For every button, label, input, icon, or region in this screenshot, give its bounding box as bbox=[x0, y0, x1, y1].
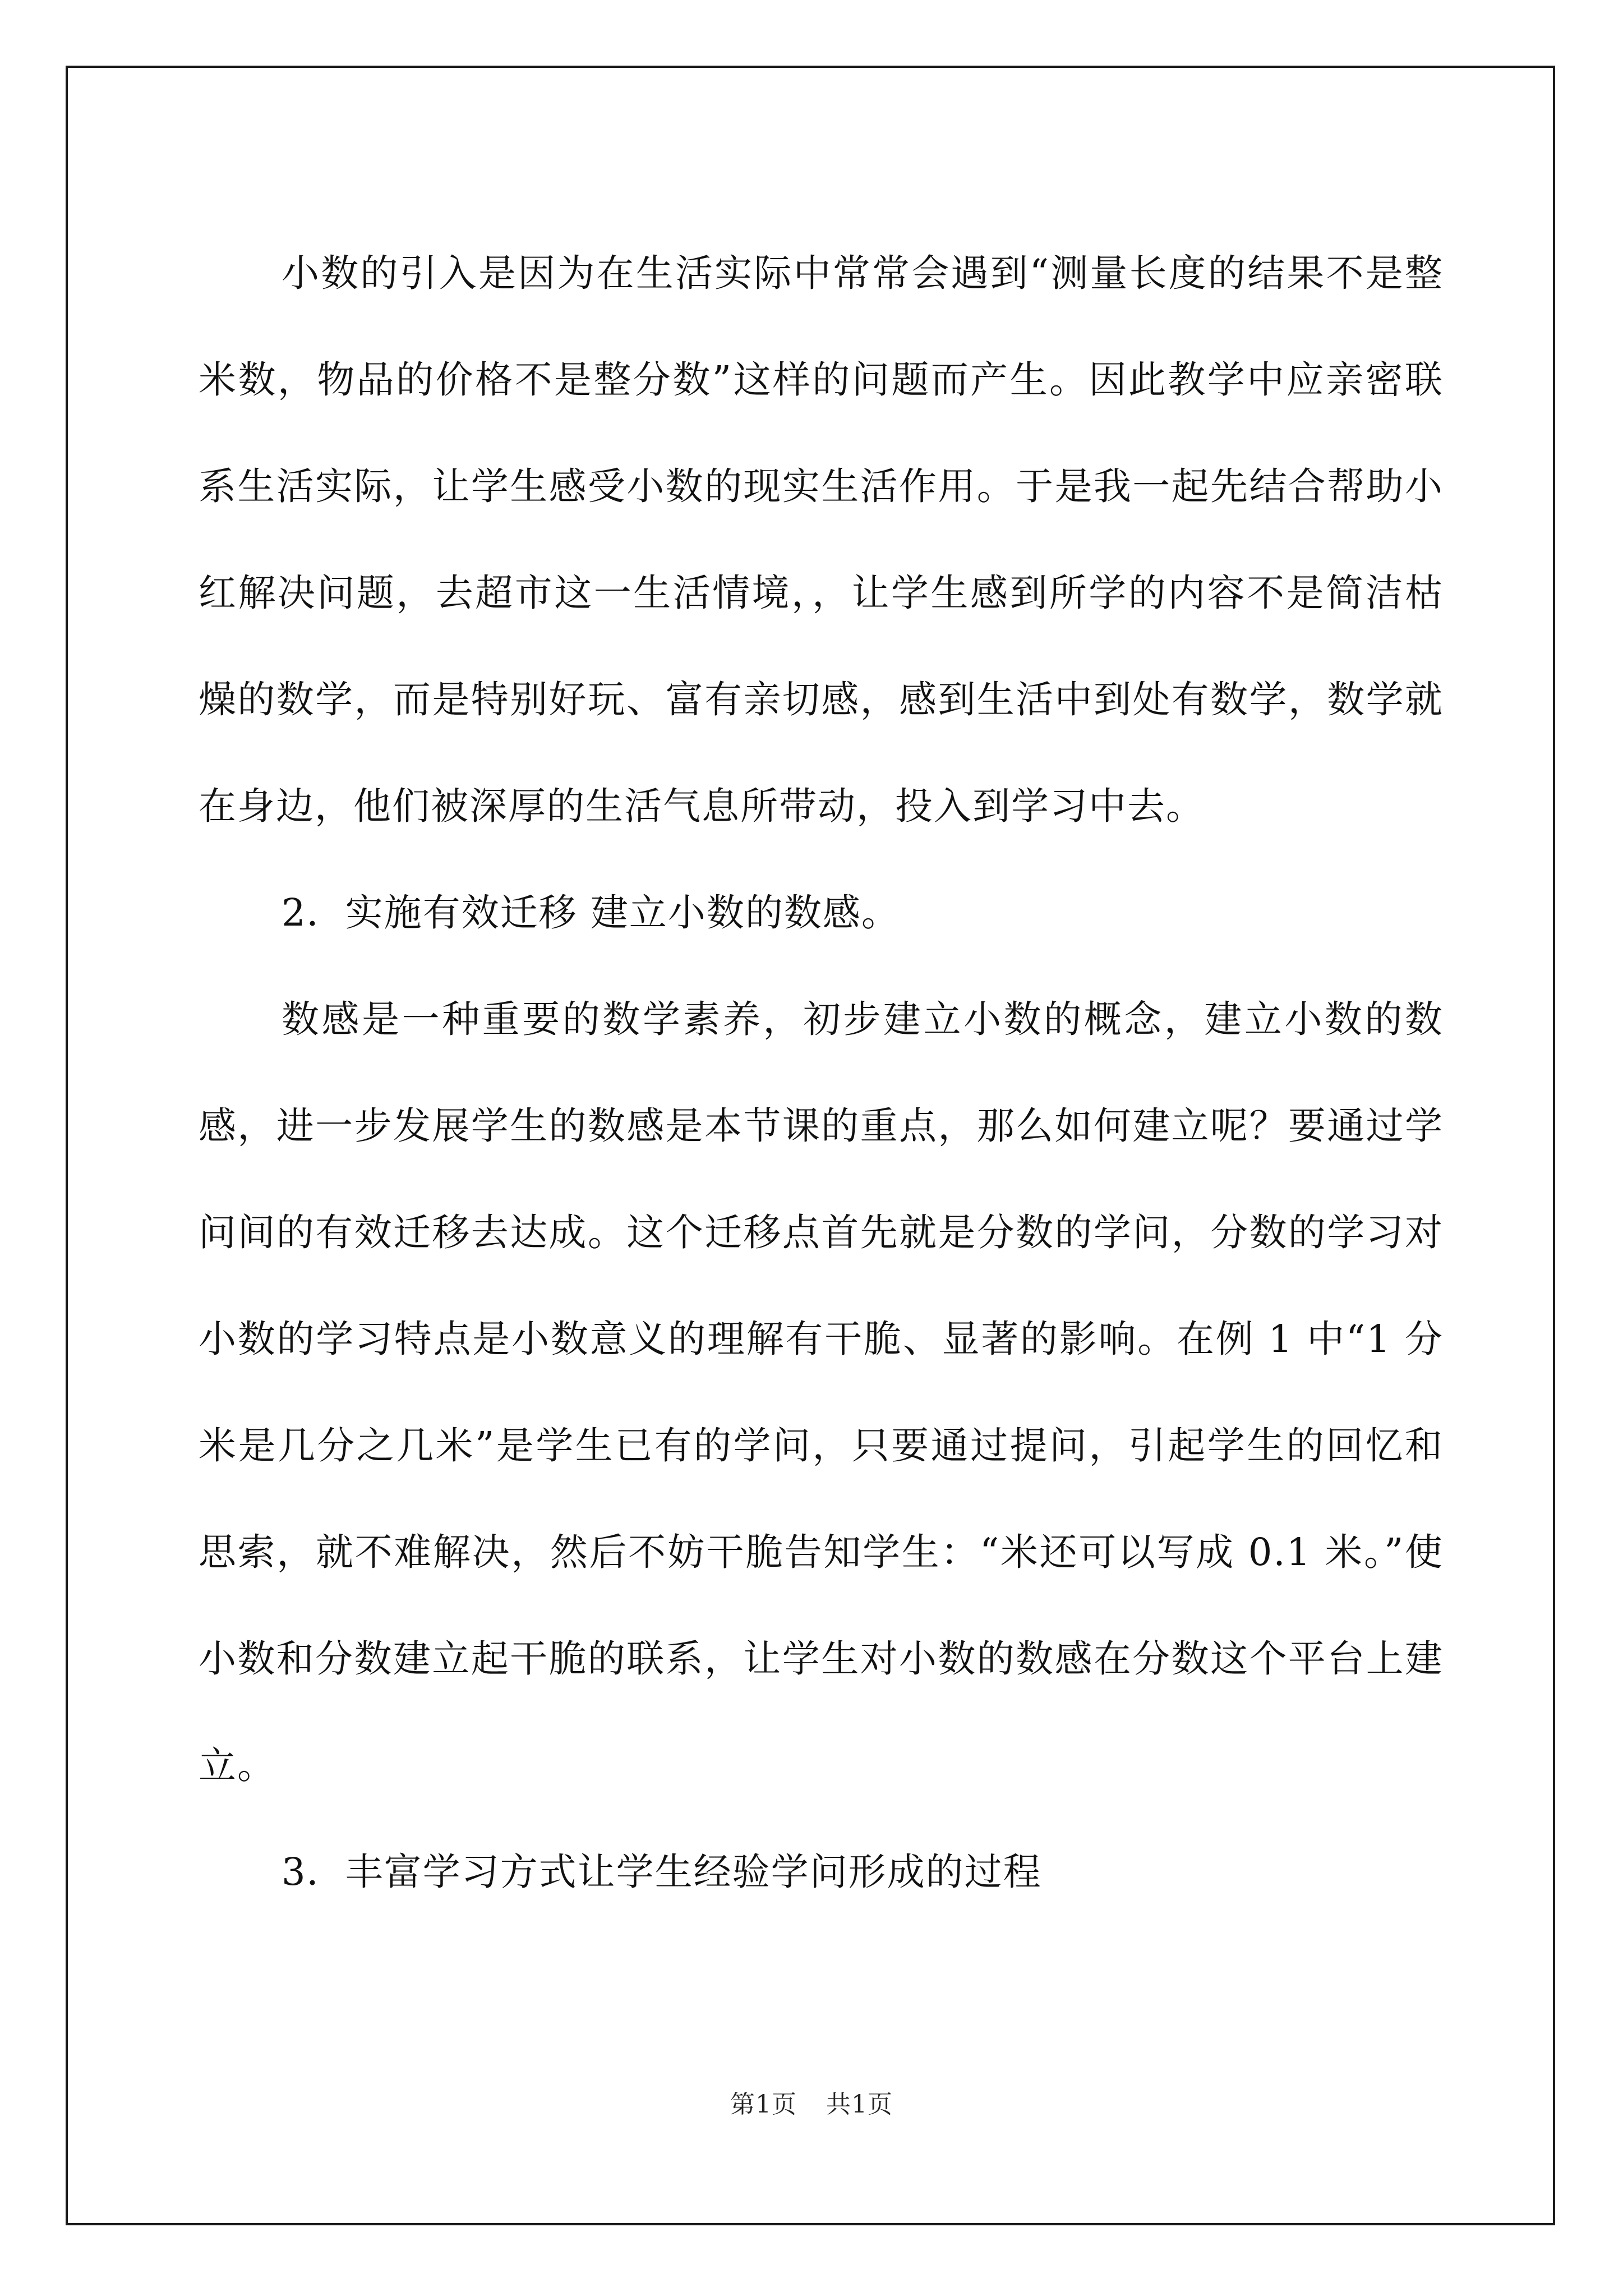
paragraph-intro: 小数的引入是因为在生活实际中常常会遇到“测量长度的结果不是整米数，物品的价格不是整分数”这样的问题而产生。因此教学中应亲密联系生活实际，让学生感受小数的现实生活作用。于是我一起先结合帮助小红解决问题，去超市这一生活情境，，让学生感到所学的内容不是简洁枯燥的数学，而是特别好玩、富有亲切感，感到生活中到处有数学，数学就在身边，他们被深厚的生活气息所带动，投入到学习中去。 bbox=[199, 251, 1444, 828]
page-footer bbox=[0, 2084, 1623, 2120]
paragraph-number-sense: 数感是一种重要的数学素养，初步建立小数的概念，建立小数的数感，进一步发展学生的数感是本节课的重点，那么如何建立呢？要通过学问间的有效迁移去达成。这个迁移点首先就是分数的学问，分数的学习对小数的学习特点是小数意义的理解有干脆、显著的影响。在例 1 中“1 分米是几分之几米”是学生已有的学问，只要通过提问，引起学生的回忆和思索，就不难解决，然后不妨干脆告知学生：“米还可以写成 0.1 米。”使小数和分数建立起干脆的联系，让学生对小数的数感在分数这个平台上建立。 bbox=[199, 997, 1444, 1787]
section-heading-2: 2．实施有效迁移 建立小数的数感。 bbox=[282, 891, 900, 935]
document-body bbox=[199, 220, 1444, 1925]
page-number: 第1页 bbox=[730, 2090, 797, 2119]
section-heading-3: 3．丰富学习方式让学生经验学问形成的过程 bbox=[282, 1850, 1042, 1894]
page-total: 共1页 bbox=[826, 2090, 893, 2119]
